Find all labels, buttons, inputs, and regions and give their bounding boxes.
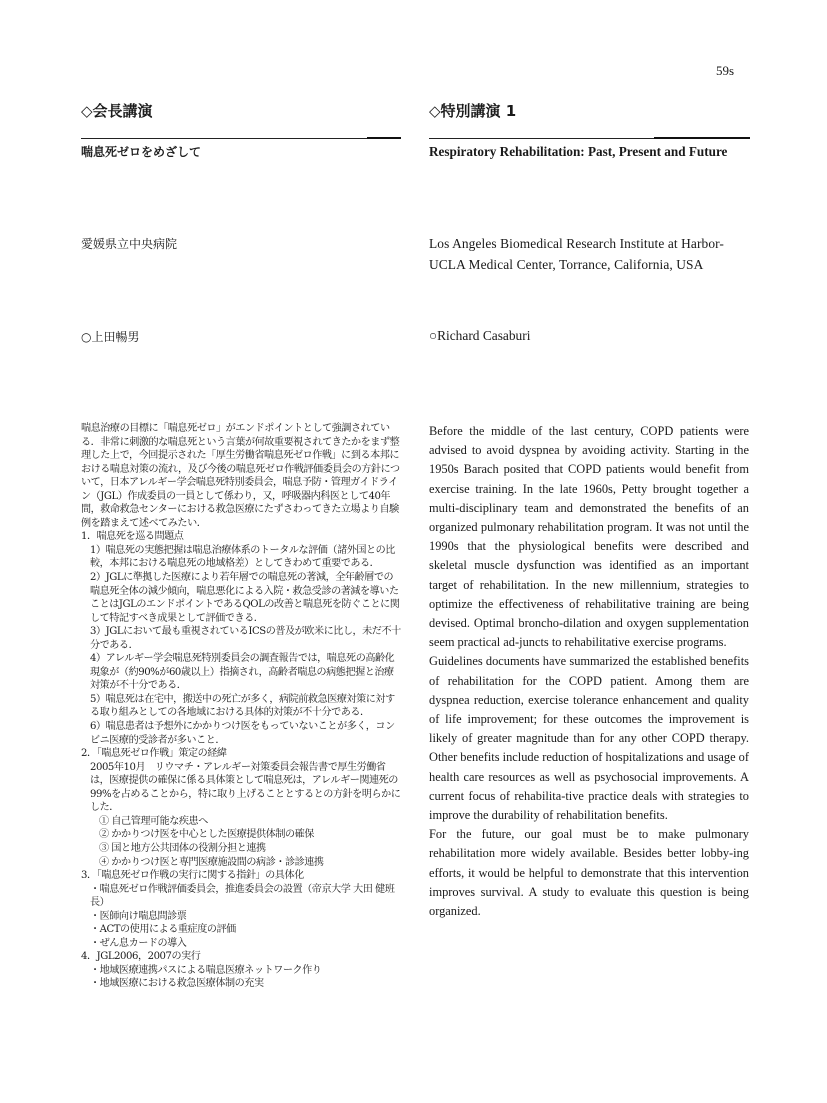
paragraph: Guidelines documents have summarized the established benefits of rehabilitation for the COPD patient. Among them are dyspnea reduction, exercise tolerance enhancement and quality of life improvement; for these outcomes the improvement is likely of greater magnitude than for any other COPD therapy. Other benefits include reduction of hospitalizations and usage of health care resources as well as psychosocial improvements. A current focus of rehabilita-tive practice deals with strategies to improve the durability of rehabilitation benefits. [429,654,749,823]
paragraph: Before the middle of the last century, COPD patients were advised to avoid dyspnea by avoiding activity. Starting in the 1950s Barach posited that COPD patients would benefit from exercise training. In the late 1960s, Petty brought together a multi-disciplinary team and demonstrated the benefits of an organized pulmonary rehabilitation program. It was not until the 1990s that the physiological benefits were described and skeletal muscle dysfunction was identified as an important target of rehabilitation. In the new millennium, strategies to optimize the effectiveness of rehabilitative training are being devised. Optimal broncho-dilation and oxygen supplementation seem practical ad-juncts to rehabilitative exercise programs. [429,424,749,650]
paragraph: 3）JGLにおいて最も重視されているICSの普及が欧米に比し，未だ不十分である． [90,626,401,651]
paragraph: ③ 国と地方公共団体の役割分担と連携 [99,842,266,854]
paragraph: ・医師向け喘息問診票 [90,910,187,922]
page-number: 59s [716,63,735,78]
title-rule [81,137,401,139]
abstract-body [429,422,749,921]
paragraph: ・地域医療における救急医療体制の充実 [90,978,264,990]
paragraph: 4）アレルギー学会喘息死特別委員会の調査報告では，喘息死の高齢化現象が（約90%が60歳以上）指摘され，高齢者喘息の病態把握と治療対策が不十分である． [90,653,395,692]
abstract-body [81,422,401,991]
paragraph: 4．JGL2006，2007の実行 [81,951,201,963]
paragraph: ・ACTの使用による重症度の評価 [90,924,236,936]
paragraph: ・喘息死ゼロ作戦評価委員会，推進委員会の設置（帝京大学 大田 健班長） [90,883,395,909]
title-rule [429,137,750,139]
paragraph: 2005年10月 リウマチ・アレルギー対策委員会報告書で厚生労働省は，医療提供の確保に係る具体策として喘息死は，アレルギー関連死の99%を占めることから，特に取り上げることとするとの方針を明らかにした． [90,761,401,814]
paragraph: ② かかりつけ医を中心とした医療提供体制の確保 [99,829,314,841]
right-column [429,100,750,919]
talk-title: Respiratory Rehabilitation: Past, Present and Future [429,144,728,159]
section-heading-special-lecture: ◇特別講演 1 [429,102,517,120]
paragraph: 1）喘息死の実態把握は喘息治療体系のトータルな評価（諸外国との比較，本邦における喘息死の地域格差）としてきわめて重要である． [90,544,395,570]
paragraph: 喘息治療の目標に「喘息死ゼロ」がエンドポイントとして強調されている．非常に刺激的な喘息死という言葉が何故重要視されてきたかをまず整理した上で，今回提示された「厚生労働省喘息死ゼロ作戦」に到る本邦における喘息対策の流れ，及び今後の喘息死ゼロ作戦評価委員会の方針について，日本アレルギー学会喘息死特別委員会，喘息予防・管理ガイドライン（JGL）作成委員の一員として係わり，又，呼吸器内科医として40年間，救命救急センターにおける救急医療にたずさわってきた立場より自験例を踏まえて述べてみたい． [81,423,400,529]
paragraph: 6）喘息患者は予想外にかかりつけ医をもっていないことが多く，コンビニ医療的受診者が多いこと． [90,721,395,746]
paragraph: ① 自己管理可能な疾患へ [99,815,208,827]
talk-title: 喘息死ゼロをめざして [81,145,202,159]
section-heading-presidential: ◇会長講演 [81,102,153,120]
affiliation: Los Angeles Biomedical Research Institute at Harbor-UCLA Medical Center, Torrance, California, USA [429,236,724,272]
paragraph: ・ぜん息カードの導入 [90,937,187,949]
paragraph: 2）JGLに準拠した医療により若年層での喘息死の著減，全年齢層での喘息死全体の減少傾向，喘息悪化による入院・救急受診の著減を導いたことはJGLのエンドポイントであるQOLの改善と喘息死を防ぐことに関して特記すべき成果として評価できる． [90,572,400,624]
paragraph: For the future, our goal must be to make pulmonary rehabilitation more widely available. Besides better lobby-ing efforts, it would be helpful to demonstrate that this intervention improves survival. A study to evaluate this question is being organized. [429,827,749,919]
paragraph: 1．喘息死を巡る問題点 [81,531,184,543]
paragraph: 2．「喘息死ゼロ作戦」策定の経緯 [81,748,227,760]
affiliation: 愛媛県立中央病院 [81,237,178,251]
paragraph: 5）喘息死は在宅中，搬送中の死亡が多く，病院前救急医療対策に対する取り組みとしての各地域における具体的対策が不十分である． [90,693,395,719]
author: ○上田暢男 [81,330,140,344]
author: ○Richard Casaburi [429,328,531,343]
paragraph: ・地域医療連携パスによる喘息医療ネットワーク作り [90,964,322,976]
left-column [81,100,401,990]
paragraph: ④ かかりつけ医と専門医療施設間の病診・診診連携 [99,856,324,868]
paragraph: 3．「喘息死ゼロ作戦の実行に関する指針」の具体化 [81,870,304,882]
